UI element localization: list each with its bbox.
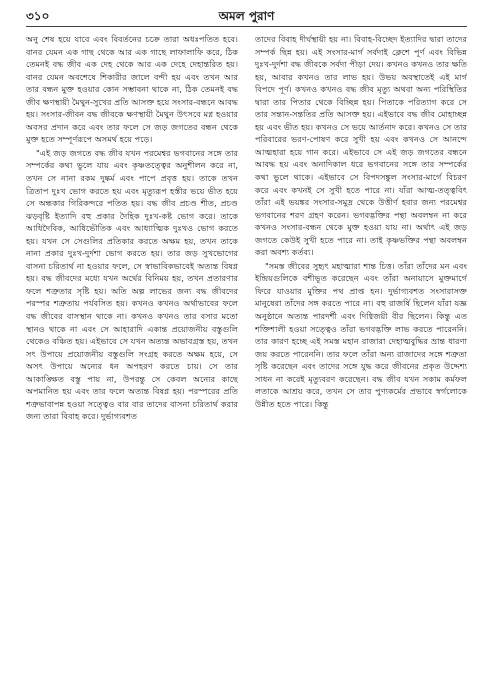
paragraph: তাদের বিবাহ দীর্ঘস্থায়ী হয় না। বিবাহ-বিচ্ছেদ ইত্যাদির দ্বারা তাদের সম্পর্ক ছিন্ন হয়। এই সংসার-মার্গ সর্বদাই ক্লেশে পূর্ণ এবং বিভিন্ন দুঃখ-দুর্দশা বদ্ধ জীবকে সর্বদা পীড়া দেয়। কখনও কখনও তার ক্ষতি হয়, আবার কখনও তার লাভ হয়। উভয় অবস্থাতেই এই মার্গ বিপদে পূর্ণ। কখনও কখনও বদ্ধ জীব মৃত্যু অথবা অন্য পরিস্থিতির দ্বারা তার পিতার থেকে বিচ্ছিন্ন হয়। পিতাকে পরিত্যাগ করে সে তার সন্তান-সন্ততির প্রতি আসক্ত হয়। এইভাবে বদ্ধ জীব মোহাচ্ছন্ন হয় এবং ভীত হয়। কখনও সে ভয়ে আর্তনাদ করে। কখনও সে তার পরিবারের ভরণ-পোষণ করে সুখী হয় এবং কখনও সে আনন্দে আত্মহারা হয়ে গান করে। এইভাবে সে এই জড় জগতের বন্ধনে আবদ্ধ হয় এবং অনাদিকাল ধরে ভগবানের সঙ্গে তার সম্পর্কের কথা ভুলে থাকে। এইভাবে সে বিপদসঙ্কুল সংসার-মার্গে বিচরণ করে এবং কখনই সে সুখী হতে পারে না। যাঁরা আত্ম-তত্ত্ববিৎ তাঁরা এই ভয়ঙ্কর সংসার-সমুদ্র থেকে উত্তীর্ণ হবার জন্য পরমেশ্বর ভগবানের শরণ গ্রহণ করেন। ভগবদ্ভক্তির পন্থা অবলম্বন না করে কখনও সংসার-বন্ধন থেকে মুক্ত হওয়া যায় না। অর্থাৎ এই জড় জগতে কেউই সুখী হতে পারে না। তাই কৃষ্ণভক্তির পন্থা অবলম্বন করা অবশ্য কর্তব্য। — [255, 34, 467, 258]
page-number: ৩১০ — [26, 9, 50, 23]
right-column — [255, 33, 467, 673]
paragraph: অনু শেষ হয়ে যাবে এবং বিবর্তনের চক্রে তারা অধঃপতিত হবে। বানর যেমন এক গাছ থেকে আর এক গাছে লাফালাফি করে, ঠিক তেমনই বদ্ধ জীব এক দেহ থেকে আর এক দেহে দেহান্তরিত হয়। বানর যেমন অবশেষে শিকারীর জালে বন্দী হয় এবং তখন আর তার বন্ধন মুক্ত হওয়ার কোন সম্ভাবনা থাকে না, ঠিক তেমনই বদ্ধ জীব ক্ষণস্থায়ী মৈথুন-সুখের প্রতি আসক্ত হয়ে সংসার-বন্ধনে আবদ্ধ হয়। সংসার-জীবন বদ্ধ জীবকে ক্ষণস্থায়ী মৈথুন উৎসবে মগ্ন হওয়ার অবসর প্রদান করে এবং তার ফলে সে জড় জগতের বন্ধন থেকে মুক্ত হতে সম্পূর্ণরূপে অসমর্থ হয়ে পড়ে। — [26, 34, 238, 145]
left-column — [26, 33, 238, 673]
paragraph: "এই জড় জগতে বদ্ধ জীব যখন পরমেশ্বর ভগবানের সঙ্গে তার সম্পর্কের কথা ভুলে যায় এবং কৃষ্ণতত্ত্বের অনুশীলন করে না, তখন সে নানা রকম দুষ্কর্ম এবং পাপে প্রবৃত্ত হয়। তাকে তখন ত্রিতাপ দুঃখ ভোগ করতে হয় এবং মৃত্যুরূপ হস্তীর ভয়ে ভীত হয়ে সে অন্ধকার গিরিকন্দরে পতিত হয়। বদ্ধ জীব প্রচণ্ড শীত, প্রচণ্ড ঝড়বৃষ্টি ইত্যাদি বহু প্রকার দৈহিক দুঃখ-কষ্ট ভোগ করে। তাকে আধিদৈবিক, আধিভৌতিক এবং আধ্যাত্মিক দুঃখও ভোগ করতে হয়। যখন সে সেগুলির প্রতিকার করতে অক্ষম হয়, তখন তাকে নানা প্রকার দুঃখ-দুর্দশা ভোগ করতে হয়। তার জড় সুখভোগের বাসনা চরিতার্থ না হওয়ার ফলে, সে স্বাভাবিকভাবেই অত্যন্ত বিষণ্ণ হয়। বদ্ধ জীবদের মধ্যে যখন অর্থের বিনিময় হয়, তখন প্রতারণার ফলে শত্রুতার সৃষ্টি হয়। অতি অল্প লাভের জন্য বদ্ধ জীবদের পরস্পর শত্রুতায় পর্যবসিত হয়। কখনও কখনও অর্থাভাবের ফলে বদ্ধ জীবের বাসস্থান থাকে না। কখনও কখনও তার বসার মতো স্থানও থাকে না এবং সে আহারাদি একান্ত প্রয়োজনীয় বস্তুগুলি থেকেও বঞ্চিত হয়। এইভাবে সে যখন অত্যন্ত অভাবগ্রস্ত হয়, তখন সৎ উপায়ে প্রয়োজনীয় বস্তুগুলি সংগ্রহ করতে অক্ষম হয়ে, সে অসৎ উপায়ে অন্যের ধন অপহরণ করতে চায়। সে তার আকাঙ্ক্ষিত বস্তু পায় না, উপরন্তু সে কেবল অন্যের কাছে অপমানিত হয় এবং তার ফলে অত্যন্ত বিষণ্ণ হয়। পরস্পরের প্রতি শত্রুভাবাপন্ন হওয়া সত্ত্বেও বার বার তাদের বাসনা চরিতার্থ করার জন্য তারা বিবাহ করে। দুর্ভাগ্যবশত — [26, 147, 238, 422]
running-title: অমল পুরাণ — [218, 9, 275, 23]
text-columns — [26, 33, 467, 673]
page-header — [26, 8, 467, 27]
paragraph: "সমস্ত জীবের সুহৃৎ মহাত্মারা শান্ত চিত্ত। তাঁরা তাঁদের মন এবং ইন্দ্রিয়গুলিকে বশীভূত করেছেন এবং তাঁরা অনায়াসে মুক্তমার্গে ফিরে যাওয়ার মুক্তির পথ প্রাপ্ত হন। দুর্ভাগ্যবশত সংসারাসক্ত মানুষেরা তাঁদের সঙ্গ করতে পারে না। বহু রাজর্ষি ছিলেন যাঁরা যজ্ঞ অনুষ্ঠানে অত্যন্ত পারদর্শী এবং দিগ্বিজয়ী বীর ছিলেন। কিন্তু এত শক্তিশালী হওয়া সত্ত্বেও তাঁরা ভগবদ্ভক্তি লাভ করতে পারেননি। তার কারণ হচ্ছে এই সমস্ত মহান রাজারা দেহাত্মবুদ্ধির ভ্রান্ত ধারণা জয় করতে পারেননি। তার ফলে তাঁরা অন্য রাজাদের সঙ্গে শত্রুতা সৃষ্টি করেছেন এবং তাদের সঙ্গে যুদ্ধ করে জীবনের প্রকৃত উদ্দেশ্য সাধন না করেই মৃত্যুবরণ করেছেন। বদ্ধ জীব যখন সকাম কর্মফল লতাকে আশ্রয় করে, তখন সে তার পুণ্যকর্মের প্রভাবে স্বর্গলোকে উন্নীত হতে পারে। কিন্তু — [255, 260, 467, 409]
